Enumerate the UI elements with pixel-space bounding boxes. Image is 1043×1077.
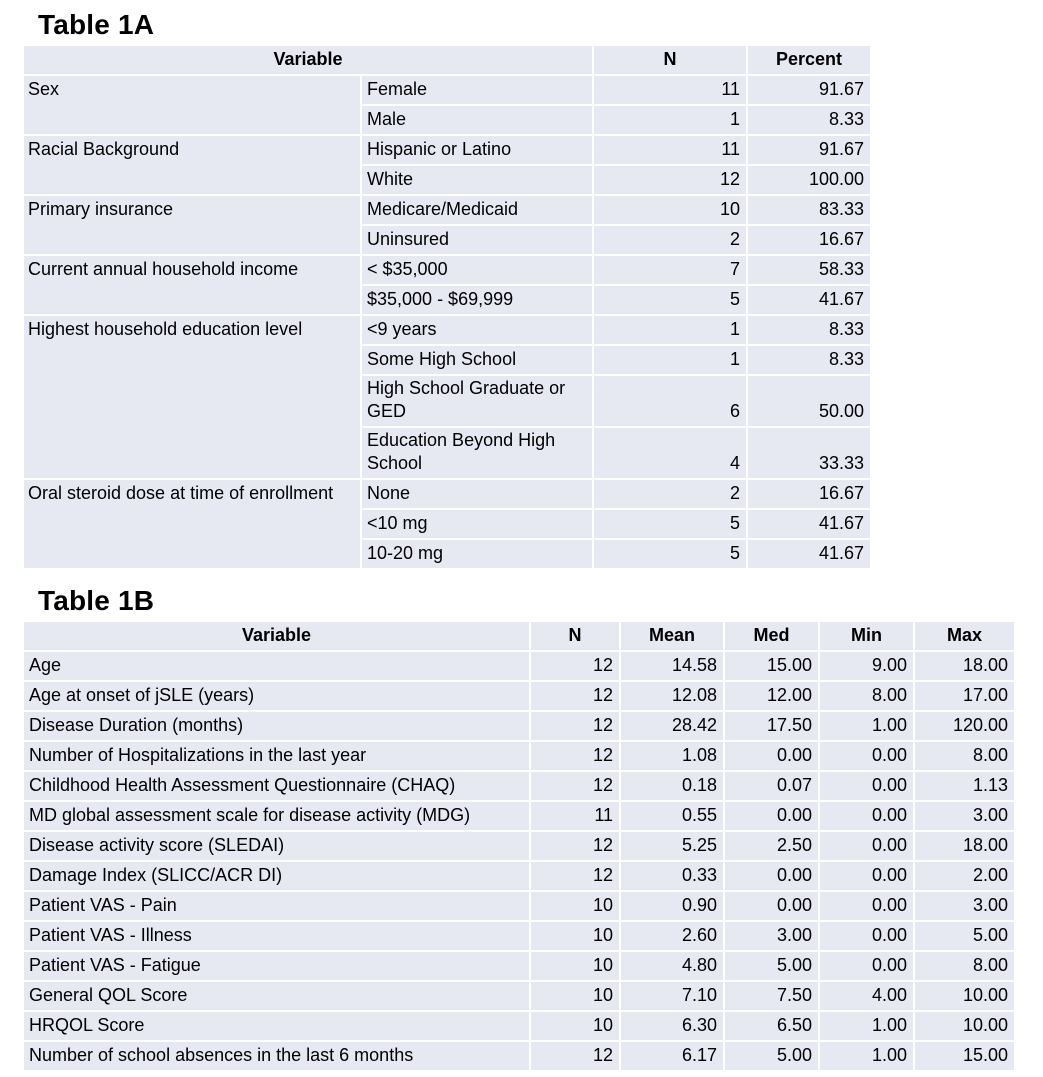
- t1b-med-cell: 12.00: [725, 682, 818, 710]
- t1b-med-cell: 0.00: [725, 742, 818, 770]
- t1b-max-cell: 18.00: [915, 832, 1014, 860]
- t1b-row: [24, 922, 1014, 950]
- t1b-min-cell: 0.00: [820, 952, 913, 980]
- t1b-n-cell: 10: [531, 892, 619, 920]
- t1a-percent-cell: 41.67: [748, 286, 870, 314]
- t1a-percent-cell: 91.67: [748, 76, 870, 104]
- t1b-min-cell: 0.00: [820, 772, 913, 800]
- t1a-percent-cell: 91.67: [748, 136, 870, 164]
- t1a-row: [24, 480, 870, 508]
- t1a-percent-cell: 8.33: [748, 346, 870, 374]
- t1a-category-cell: Current annual household income: [24, 256, 360, 314]
- t1b-variable-cell: HRQOL Score: [24, 1012, 529, 1040]
- t1a-row: [24, 256, 870, 284]
- table-1a-header: [24, 46, 870, 74]
- t1a-n-cell: 4: [594, 428, 746, 478]
- t1a-category-cell: Primary insurance: [24, 196, 360, 254]
- t1b-variable-cell: Patient VAS - Fatigue: [24, 952, 529, 980]
- t1b-min-cell: 0.00: [820, 922, 913, 950]
- t1a-row: [24, 136, 870, 164]
- t1b-max-cell: 1.13: [915, 772, 1014, 800]
- table-1b-section: [22, 584, 1043, 1072]
- t1b-mean-cell: 6.17: [621, 1042, 723, 1070]
- t1b-max-cell: 10.00: [915, 982, 1014, 1010]
- t1b-variable-cell: Damage Index (SLICC/ACR DI): [24, 862, 529, 890]
- t1b-min-cell: 8.00: [820, 682, 913, 710]
- t1b-max-cell: 8.00: [915, 952, 1014, 980]
- t1b-row: [24, 862, 1014, 890]
- t1a-value-label-cell: 10-20 mg: [362, 540, 592, 568]
- t1b-min-cell: 9.00: [820, 652, 913, 680]
- table-1b: [22, 620, 1016, 1072]
- t1b-n-cell: 11: [531, 802, 619, 830]
- table-1b-body: [24, 652, 1014, 1070]
- t1b-max-cell: 17.00: [915, 682, 1014, 710]
- t1b-variable-cell: MD global assessment scale for disease activity (MDG): [24, 802, 529, 830]
- t1b-med-cell: 0.00: [725, 862, 818, 890]
- t1b-variable-cell: Childhood Health Assessment Questionnaire (CHAQ): [24, 772, 529, 800]
- t1b-med-cell: 17.50: [725, 712, 818, 740]
- t1a-value-label-cell: Female: [362, 76, 592, 104]
- t1b-max-cell: 8.00: [915, 742, 1014, 770]
- t1b-row: [24, 1042, 1014, 1070]
- t1a-header-row: [24, 46, 870, 74]
- t1b-min-cell: 4.00: [820, 982, 913, 1010]
- t1b-n-cell: 12: [531, 772, 619, 800]
- t1a-value-label-cell: <10 mg: [362, 510, 592, 538]
- t1a-n-cell: 1: [594, 316, 746, 344]
- t1a-value-label-cell: <9 years: [362, 316, 592, 344]
- t1b-n-cell: 10: [531, 1012, 619, 1040]
- t1b-header-row: [24, 622, 1014, 650]
- t1b-n-cell: 12: [531, 862, 619, 890]
- t1b-med-cell: 15.00: [725, 652, 818, 680]
- t1a-percent-cell: 8.33: [748, 316, 870, 344]
- t1b-row: [24, 982, 1014, 1010]
- t1b-variable-cell: Patient VAS - Illness: [24, 922, 529, 950]
- t1a-percent-cell: 33.33: [748, 428, 870, 478]
- t1b-mean-cell: 0.33: [621, 862, 723, 890]
- t1b-variable-cell: Number of Hospitalizations in the last year: [24, 742, 529, 770]
- t1a-header-percent: Percent: [748, 46, 870, 74]
- t1b-header-min: Min: [820, 622, 913, 650]
- t1b-header-med: Med: [725, 622, 818, 650]
- t1b-n-cell: 12: [531, 742, 619, 770]
- t1a-category-cell: Sex: [24, 76, 360, 134]
- t1b-n-cell: 10: [531, 982, 619, 1010]
- t1b-variable-cell: Age: [24, 652, 529, 680]
- table-1a: [22, 44, 872, 570]
- t1b-mean-cell: 0.18: [621, 772, 723, 800]
- t1b-mean-cell: 5.25: [621, 832, 723, 860]
- t1b-max-cell: 2.00: [915, 862, 1014, 890]
- t1a-n-cell: 2: [594, 480, 746, 508]
- t1b-mean-cell: 6.30: [621, 1012, 723, 1040]
- table-1a-section: [22, 8, 1043, 570]
- t1a-n-cell: 10: [594, 196, 746, 224]
- t1b-mean-cell: 28.42: [621, 712, 723, 740]
- t1b-n-cell: 12: [531, 682, 619, 710]
- t1b-min-cell: 0.00: [820, 892, 913, 920]
- t1b-header-max: Max: [915, 622, 1014, 650]
- t1b-mean-cell: 12.08: [621, 682, 723, 710]
- t1a-n-cell: 5: [594, 540, 746, 568]
- t1b-min-cell: 0.00: [820, 742, 913, 770]
- t1b-n-cell: 12: [531, 832, 619, 860]
- t1a-percent-cell: 16.67: [748, 480, 870, 508]
- t1b-med-cell: 5.00: [725, 952, 818, 980]
- table-1a-body: [24, 76, 870, 568]
- t1a-value-label-cell: $35,000 - $69,999: [362, 286, 592, 314]
- t1a-category-cell: Highest household education level: [24, 316, 360, 478]
- t1a-percent-cell: 83.33: [748, 196, 870, 224]
- t1b-med-cell: 0.00: [725, 802, 818, 830]
- t1b-variable-cell: Disease activity score (SLEDAI): [24, 832, 529, 860]
- t1a-row: [24, 76, 870, 104]
- t1a-percent-cell: 41.67: [748, 540, 870, 568]
- table-1a-title: Table 1A: [38, 9, 155, 40]
- t1b-med-cell: 0.00: [725, 892, 818, 920]
- t1a-row: [24, 196, 870, 224]
- t1a-value-label-cell: White: [362, 166, 592, 194]
- t1b-n-cell: 12: [531, 712, 619, 740]
- t1b-row: [24, 772, 1014, 800]
- t1a-n-cell: 2: [594, 226, 746, 254]
- t1b-max-cell: 3.00: [915, 892, 1014, 920]
- t1b-row: [24, 652, 1014, 680]
- t1b-max-cell: 3.00: [915, 802, 1014, 830]
- t1b-med-cell: 5.00: [725, 1042, 818, 1070]
- t1a-percent-cell: 8.33: [748, 106, 870, 134]
- t1a-percent-cell: 50.00: [748, 376, 870, 426]
- t1a-value-label-cell: Education Beyond High School: [362, 428, 592, 478]
- t1b-min-cell: 0.00: [820, 862, 913, 890]
- t1a-value-label-cell: Hispanic or Latino: [362, 136, 592, 164]
- t1a-n-cell: 11: [594, 136, 746, 164]
- t1b-min-cell: 1.00: [820, 1042, 913, 1070]
- t1b-min-cell: 1.00: [820, 712, 913, 740]
- t1a-value-label-cell: Medicare/Medicaid: [362, 196, 592, 224]
- t1b-min-cell: 0.00: [820, 802, 913, 830]
- t1a-n-cell: 1: [594, 106, 746, 134]
- t1b-variable-cell: Disease Duration (months): [24, 712, 529, 740]
- t1b-mean-cell: 7.10: [621, 982, 723, 1010]
- t1a-value-label-cell: None: [362, 480, 592, 508]
- t1a-n-cell: 7: [594, 256, 746, 284]
- t1b-variable-cell: Age at onset of jSLE (years): [24, 682, 529, 710]
- t1b-med-cell: 6.50: [725, 1012, 818, 1040]
- t1a-percent-cell: 41.67: [748, 510, 870, 538]
- t1a-row: [24, 316, 870, 344]
- t1a-n-cell: 5: [594, 510, 746, 538]
- t1a-n-cell: 12: [594, 166, 746, 194]
- t1b-mean-cell: 4.80: [621, 952, 723, 980]
- t1b-n-cell: 10: [531, 952, 619, 980]
- t1b-row: [24, 802, 1014, 830]
- t1b-med-cell: 7.50: [725, 982, 818, 1010]
- t1a-value-label-cell: Some High School: [362, 346, 592, 374]
- t1b-mean-cell: 0.55: [621, 802, 723, 830]
- t1a-percent-cell: 100.00: [748, 166, 870, 194]
- t1a-value-label-cell: Uninsured: [362, 226, 592, 254]
- t1b-max-cell: 10.00: [915, 1012, 1014, 1040]
- t1b-row: [24, 1012, 1014, 1040]
- t1a-category-cell: Oral steroid dose at time of enrollment: [24, 480, 360, 568]
- t1b-mean-cell: 1.08: [621, 742, 723, 770]
- t1b-mean-cell: 2.60: [621, 922, 723, 950]
- t1a-value-label-cell: < $35,000: [362, 256, 592, 284]
- t1a-n-cell: 1: [594, 346, 746, 374]
- t1b-min-cell: 1.00: [820, 1012, 913, 1040]
- t1a-header-variable: Variable: [24, 46, 592, 74]
- t1b-n-cell: 12: [531, 652, 619, 680]
- t1b-header-variable: Variable: [24, 622, 529, 650]
- t1b-min-cell: 0.00: [820, 832, 913, 860]
- t1b-med-cell: 0.07: [725, 772, 818, 800]
- t1b-row: [24, 892, 1014, 920]
- t1a-n-cell: 5: [594, 286, 746, 314]
- t1a-value-label-cell: Male: [362, 106, 592, 134]
- t1b-med-cell: 3.00: [725, 922, 818, 950]
- t1b-row: [24, 832, 1014, 860]
- t1b-n-cell: 12: [531, 1042, 619, 1070]
- t1b-row: [24, 682, 1014, 710]
- t1b-variable-cell: General QOL Score: [24, 982, 529, 1010]
- t1b-max-cell: 120.00: [915, 712, 1014, 740]
- t1b-max-cell: 5.00: [915, 922, 1014, 950]
- t1b-max-cell: 18.00: [915, 652, 1014, 680]
- t1b-max-cell: 15.00: [915, 1042, 1014, 1070]
- t1a-category-cell: Racial Background: [24, 136, 360, 194]
- t1b-variable-cell: Patient VAS - Pain: [24, 892, 529, 920]
- t1a-n-cell: 6: [594, 376, 746, 426]
- table-1b-title: Table 1B: [38, 585, 155, 616]
- t1a-header-n: N: [594, 46, 746, 74]
- table-1b-header: [24, 622, 1014, 650]
- t1b-variable-cell: Number of school absences in the last 6 months: [24, 1042, 529, 1070]
- t1b-n-cell: 10: [531, 922, 619, 950]
- t1b-header-n: N: [531, 622, 619, 650]
- t1b-row: [24, 742, 1014, 770]
- t1a-n-cell: 11: [594, 76, 746, 104]
- t1b-mean-cell: 14.58: [621, 652, 723, 680]
- t1b-header-mean: Mean: [621, 622, 723, 650]
- t1b-row: [24, 952, 1014, 980]
- t1a-percent-cell: 58.33: [748, 256, 870, 284]
- t1a-percent-cell: 16.67: [748, 226, 870, 254]
- t1b-mean-cell: 0.90: [621, 892, 723, 920]
- t1b-row: [24, 712, 1014, 740]
- t1a-value-label-cell: High School Graduate or GED: [362, 376, 592, 426]
- t1b-med-cell: 2.50: [725, 832, 818, 860]
